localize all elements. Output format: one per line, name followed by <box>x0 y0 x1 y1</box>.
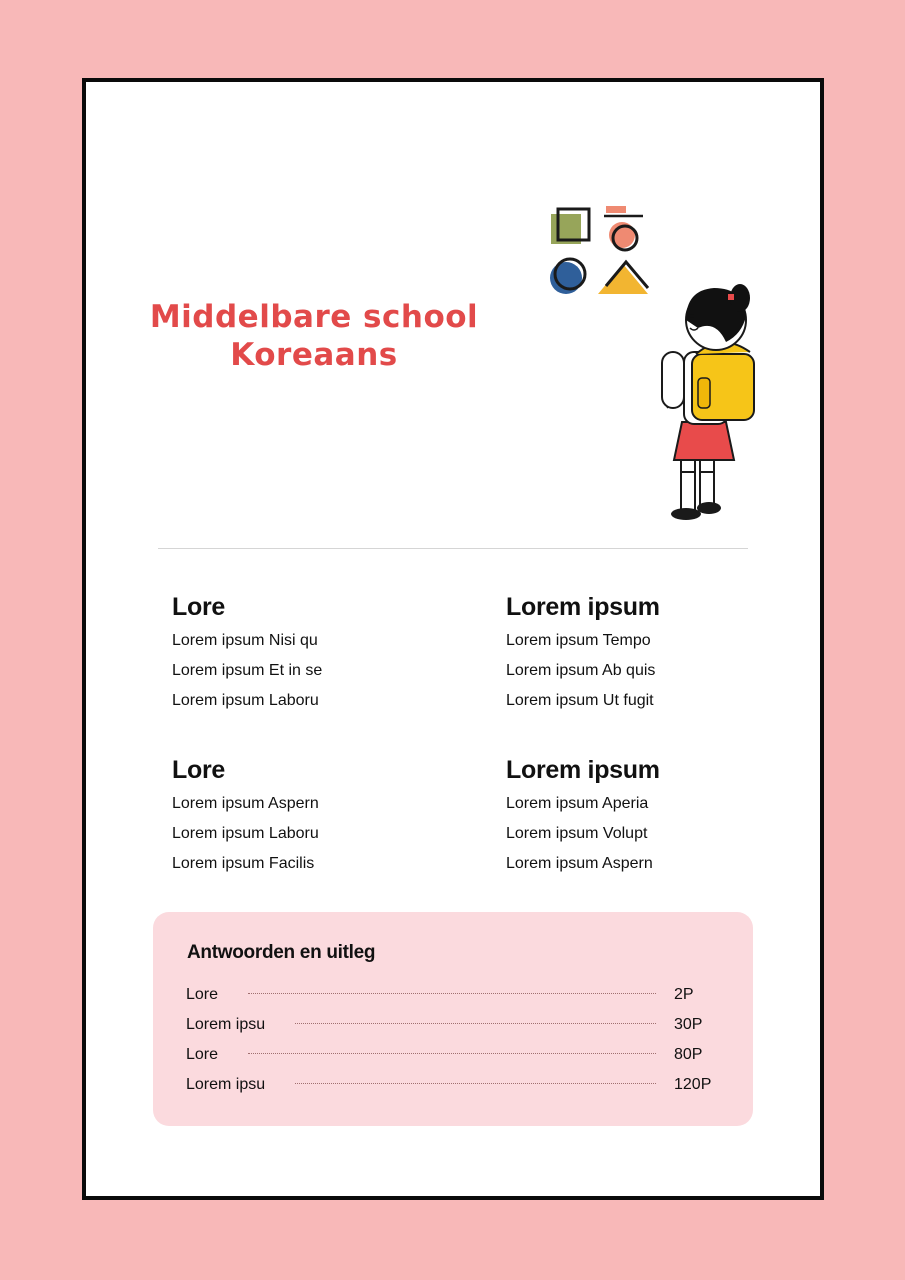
list-item: Lorem ipsum Ut fugit <box>506 692 654 709</box>
section-heading: Lorem ipsum <box>506 756 660 784</box>
answers-row <box>186 1070 714 1100</box>
answers-row-label: Lore <box>186 986 219 1003</box>
circle-icon <box>550 259 585 294</box>
section-heading: Lore <box>172 756 225 784</box>
dotted-leader <box>295 1083 656 1084</box>
answers-heading: Antwoorden en uitleg <box>187 942 376 963</box>
section-2 <box>506 588 806 716</box>
answers-row-label: Lorem ipsu <box>186 1016 266 1033</box>
list-item: Lorem ipsum Volupt <box>506 825 648 842</box>
answers-box <box>153 912 753 1126</box>
answers-row-page: 80P <box>674 1046 703 1063</box>
list-item: Lorem ipsum Laboru <box>172 692 319 709</box>
list-item: Lorem ipsum Nisi qu <box>172 632 318 649</box>
list-item: Lorem ipsum Tempo <box>506 632 651 649</box>
section-1 <box>172 588 472 716</box>
answers-row-label: Lorem ipsu <box>186 1076 266 1093</box>
girl-body <box>662 284 754 520</box>
list-item: Lorem ipsum Facilis <box>172 855 315 872</box>
section-heading: Lore <box>172 593 225 621</box>
list-item: Lorem ipsum Et in se <box>172 662 323 679</box>
dotted-leader <box>248 1053 656 1054</box>
list-item: Lorem ipsum Aspern <box>172 795 319 812</box>
list-item: Lorem ipsum Aperia <box>506 795 649 812</box>
dotted-leader <box>248 993 656 994</box>
answers-row-page: 30P <box>674 1016 703 1033</box>
list-item: Lorem ipsum Ab quis <box>506 662 656 679</box>
section-heading: Lorem ipsum <box>506 593 660 621</box>
section-4 <box>506 751 806 879</box>
answers-row <box>186 1010 714 1040</box>
answers-row <box>186 1040 714 1070</box>
title-line-1: Middelbare school <box>149 299 479 335</box>
square-icon <box>551 209 589 244</box>
document-page <box>82 78 824 1200</box>
title-line-2: Koreaans <box>230 337 398 373</box>
section-3 <box>172 751 472 879</box>
hangul-hieut-icon <box>604 206 643 250</box>
list-item: Lorem ipsum Laboru <box>172 825 319 842</box>
triangle-icon <box>598 262 648 294</box>
answers-row <box>186 980 714 1010</box>
answers-row-page: 2P <box>674 986 694 1003</box>
illustration <box>546 202 776 537</box>
answers-row-page: 120P <box>674 1076 712 1093</box>
answers-row-label: Lore <box>186 1046 219 1063</box>
dotted-leader <box>295 1023 656 1024</box>
page-title <box>148 298 480 374</box>
section-divider <box>158 548 748 549</box>
schoolgirl-illustration <box>546 202 776 532</box>
list-item: Lorem ipsum Aspern <box>506 855 653 872</box>
